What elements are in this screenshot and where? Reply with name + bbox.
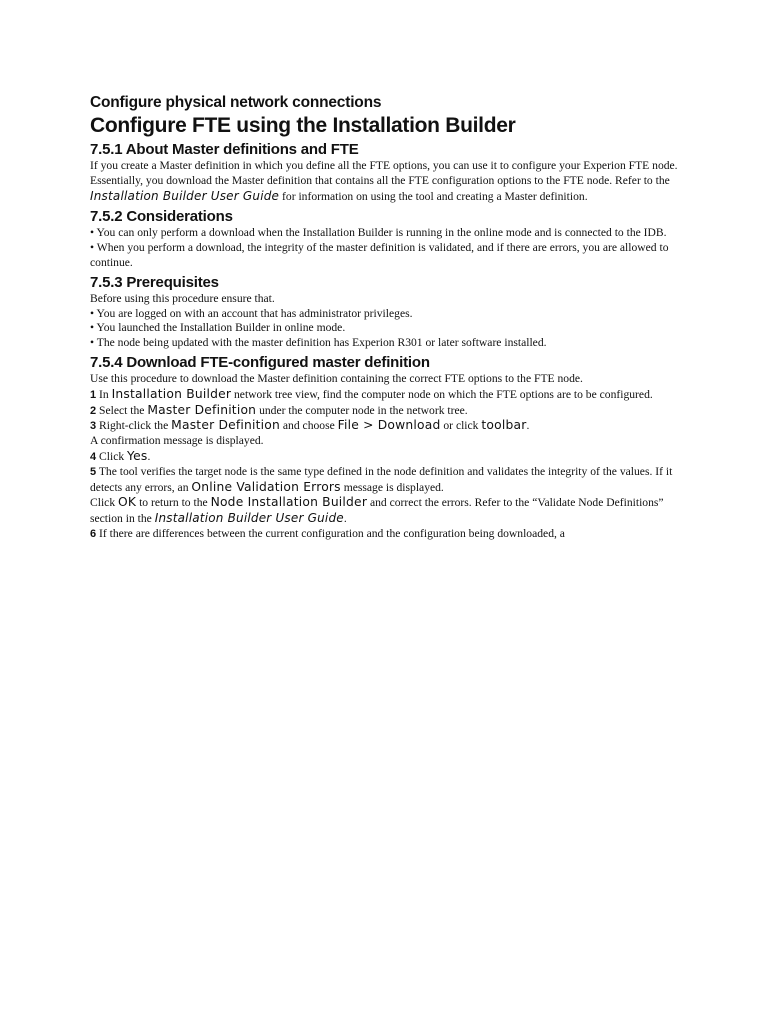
ui-term: toolbar <box>481 418 527 433</box>
step-number: 1 <box>90 388 97 401</box>
heading-about-master-definitions: 7.5.1 About Master definitions and FTE <box>90 141 359 158</box>
prerequisite-item: • You launched the Installation Builder in online mode. <box>90 321 346 335</box>
step-number: 4 <box>90 450 97 463</box>
consideration-item: • You can only perform a download when the Installation Builder is running in the online mode and is connected to the IDB. <box>90 226 667 240</box>
step-3-result: A confirmation message is displayed. <box>90 434 264 448</box>
text-segment: . <box>147 449 151 463</box>
text-segment: . <box>526 419 530 433</box>
heading-considerations: 7.5.2 Considerations <box>90 208 233 226</box>
ui-term: OK <box>118 495 137 510</box>
ui-term: Master Definition <box>171 418 281 433</box>
text-segment: Click <box>96 449 128 463</box>
text-segment: for information on using the tool and creating a Master definition. <box>279 189 588 203</box>
text-segment: under the computer node in the network tree. <box>256 403 468 417</box>
section-header: Configure physical network connections <box>90 94 382 111</box>
step-5-continued <box>90 495 680 527</box>
ui-term: Online Validation Errors <box>191 479 341 494</box>
heading-prerequisites: 7.5.3 Prerequisites <box>90 273 219 291</box>
text-segment: Select the <box>96 403 148 417</box>
text-segment: or click <box>440 419 482 433</box>
text-segment: Right-click the <box>96 419 172 433</box>
text-segment: . <box>343 512 347 526</box>
ui-term: File > Download <box>337 418 441 433</box>
ui-term: Master Definition <box>147 402 257 417</box>
ui-term: Installation Builder <box>111 386 232 401</box>
text-segment: In <box>96 387 112 401</box>
ui-term: Yes <box>127 448 148 463</box>
text-segment: to return to the <box>136 496 211 510</box>
guide-reference: Installation Builder User Guide <box>90 188 280 203</box>
step-number: 5 <box>90 465 97 478</box>
step-number: 2 <box>90 404 97 417</box>
text-segment: Click <box>90 496 119 510</box>
step-4 <box>90 449 680 465</box>
heading-download-master-definition: 7.5.4 Download FTE-configured master definition <box>90 353 430 371</box>
page-title: Configure FTE using the Installation Builder <box>90 114 516 137</box>
prerequisite-item: • The node being updated with the master definition has Experion R301 or later software installed. <box>90 336 547 350</box>
text-segment: The tool verifies the target node is the same type defined in the node definition and validates the integrity of the values. If it detects any errors, an <box>90 464 673 494</box>
document-page <box>90 93 680 542</box>
step-1 <box>90 387 680 403</box>
step-number: 6 <box>90 527 97 540</box>
text-segment: If there are differences between the current configuration and the configuration being downloaded, a <box>96 526 565 540</box>
text-segment: message is displayed. <box>340 480 444 494</box>
consideration-item: • When you perform a download, the integrity of the master definition is validated, and if there are errors, you are allowed to continue. <box>90 241 669 269</box>
step-2 <box>90 403 680 419</box>
prerequisites-intro: Before using this procedure ensure that. <box>90 291 275 305</box>
text-segment: and choose <box>280 419 338 433</box>
ui-term: Node Installation Builder <box>210 495 368 510</box>
paragraph-about-master-definitions <box>90 159 680 204</box>
procedure-intro: Use this procedure to download the Master definition containing the correct FTE options to the FTE node. <box>90 371 583 385</box>
step-number: 3 <box>90 420 97 433</box>
step-3 <box>90 418 680 434</box>
text-segment: network tree view, find the computer node on which the FTE options are to be configured. <box>231 387 653 401</box>
step-6 <box>90 527 680 542</box>
prerequisite-item: • You are logged on with an account that has administrator privileges. <box>90 306 413 320</box>
step-5 <box>90 465 680 496</box>
text-segment: and correct the errors. Refer to the “Validate Node Definitions” section in the <box>90 496 664 526</box>
text-segment: If you create a Master definition in which you define all the FTE options, you can use it to configure your Experion FTE node. Essentially, you download the Master definition that contains all the FTE configuration options to the FTE node. Refer to the <box>90 159 678 187</box>
guide-reference: Installation Builder User Guide <box>154 511 344 526</box>
